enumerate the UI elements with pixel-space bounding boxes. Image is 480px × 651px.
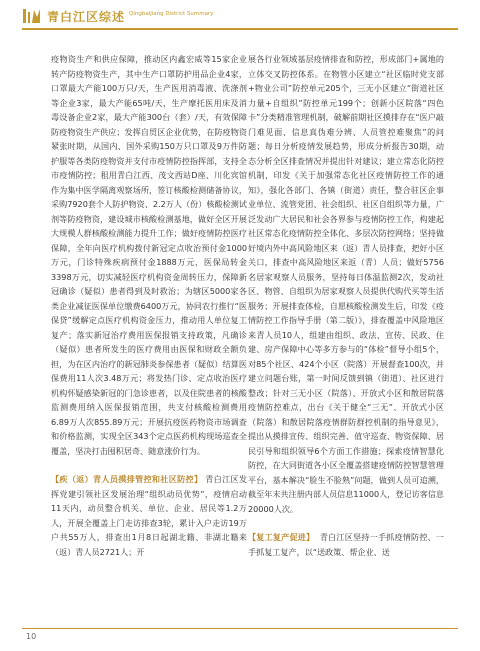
left-text-column bbox=[51, 52, 247, 559]
left-paragraph-2-body: 青白江区发挥党建引领社区发展治理“组织动员优势”，疫情启动11天内，动员整合机关、单位、企业、居民等1.2万人，开展全覆盖上门走访排查3轮，累计入户走访19万户共55万人，排查出1月8日起湖北籍、非湖北籍来（返）青人员2721人；开 bbox=[51, 474, 247, 557]
right-paragraph-2 bbox=[248, 530, 444, 559]
right-text-column bbox=[248, 52, 444, 559]
left-paragraph-1: 疫物资生产和供应保障，推动区内鑫宏威等15家企业转产防疫物资生产，其中生产口罩防护用品企业4家，口罩最大产能100万只/天，生产医用消毒液、洗涤剂等企业3家，最大产能65吨/天，生产摩托医用床及消毒设备企业2家，最大产能300台（套）/天，有效保障防疫物资生产供应；发挥自贸区企业优势，在防疫物资紧张时期，从国内、国外采购150万只口罩及9万件防护服等各类防疫物资并支付市疫情防控指挥部，支持全市疫情防控；租用青白江西、茂文西站D座、川化宾馆作为集中医学隔离观察场所，签订核酸检测储备协议，采购7920套个人防护物资、2.2万人（份）核酸检测试剂等防疫物资，建设城市核酸检测基地，做好全区开展大规模人群核酸检测能力提升工作；做好疫情防控医疗保障，全年向医疗机构拨付新冠定点收治预付金1000万元，门诊特殊疾病预付金1888万元，医保局转金3398万元，切实减轻医疗机构资金周转压力，保障新冠确诊（疑似）患者得到及时救治；为辖区5000家各类企业减征医保单位缴费6400万元，协同农行推行“医保贷”缓解定点医疗机构资金压力，推动用人单位复工复产；落实新冠治疗费用医保报销支持政策，凡确诊（疑似）患者所发生的医疗费用由医保和财政全额负担，为在区内治疗的新冠肺炎参保患者（疑似）结算医保费用11人次3.48万元；将发热门诊、定点收治医疗机构怀疑感染新冠的门急诊患者，以及住院患者的核酸监测费用纳入医保报销范围，共支付核酸检测费用6.89万人次855.89万元；开展抗疫医药物资市场调查和价格监测，实现全区343个定点医药机构现场巡查全覆盖，坚决打击囤积居奇、随意涨价行为。 bbox=[51, 54, 247, 456]
header-title: 青白江区综述 bbox=[47, 10, 126, 24]
right-paragraph-2-body: 青白江区坚持一手抓疫情防控、一手抓复工复产，以“送政策、帮企业、送 bbox=[248, 532, 444, 557]
yearbook-logo-icon bbox=[22, 7, 42, 25]
footer-divider bbox=[22, 628, 458, 629]
paragraph-spacer bbox=[248, 516, 444, 530]
header-subtitle: Qingbaijiang District Summary bbox=[129, 11, 214, 17]
paragraph-spacer bbox=[51, 458, 247, 472]
page-number: 10 bbox=[26, 632, 37, 641]
section-tag-resumption: 【复工复产促进】 bbox=[248, 532, 315, 542]
left-paragraph-2 bbox=[51, 472, 247, 559]
header-divider bbox=[22, 28, 458, 30]
section-tag-returnee-control: 【疾（返）青人员摸排管控和社区防控】 bbox=[51, 474, 203, 484]
page-header bbox=[0, 0, 480, 34]
right-paragraph-1: 展各行业领域基层疫情排查和防控，形成部门+属地的立体交叉防控体系。在物管小区建立“社区临时党支部+物业公司”防控单元205个，三无小区建立“街道社区力量+自组织”防控单元199个；创新小区院落“四色卡”分类精准管理机制，破解前期社区摸排存在“医户敲门难见面、信息真伪难分辨、人员管控难聚焦”的问题；每日分析疫情发展趋势，形成分析报告30期，动态分析全区排查情况并提出针对建议；建立常态化防控机制，印发《关于加强常态化社区疫情防控工作的通知》，强化各部门、各镇（街道）责任，整合驻区企事业单位、流管党团、社会组织、社区自组织等力量，广泛发动广大居民和社会各界参与疫情防控工作，构建起社区常态化疫情防控全体化、多层次防控网络；坚持做好境内外中高风险地区来（返）青人员排查，把好小区关口，排查中高风险地区来返（青）人员；做好5756名居家观察人员服务，坚持每日体温监测2次，发动社区、物管、自组织为居家观察人员提供代购代买等生活服务；开展排查体检，自愿核酸检测发生后，印发《疫情防控工作指导手册（第二版）》，排查覆盖中风险地区来青人员10人，组建由组织、政法、宣传、民政、住建、房产保障中心等多方参与的“体检”督导小组5个，对85个社区、424个小区（院落）开展督查100次，并建立问题台账，第一时间反馈到镇（街道）、社区进行整改；针对三无小区（院落）、开放式小区和散居院落疫情防控难点，出台《关于健全“三无”、开放式小区（院落）和散居院落疫情群防群控机制的指导意见》，提出从摸排宣传、组织完善、值守巡查、物资保障、居民引导和组织领导6个方面工作措施；探索疫情智慧化防控，在大同街道各小区全覆盖搭建疫情防控智慧管理平台，基本解决“脸生不脸熟”问题，做到人员可追溯，截至年末共注册内部人员信息11000人，登记访客信息20000人次。 bbox=[248, 54, 444, 514]
